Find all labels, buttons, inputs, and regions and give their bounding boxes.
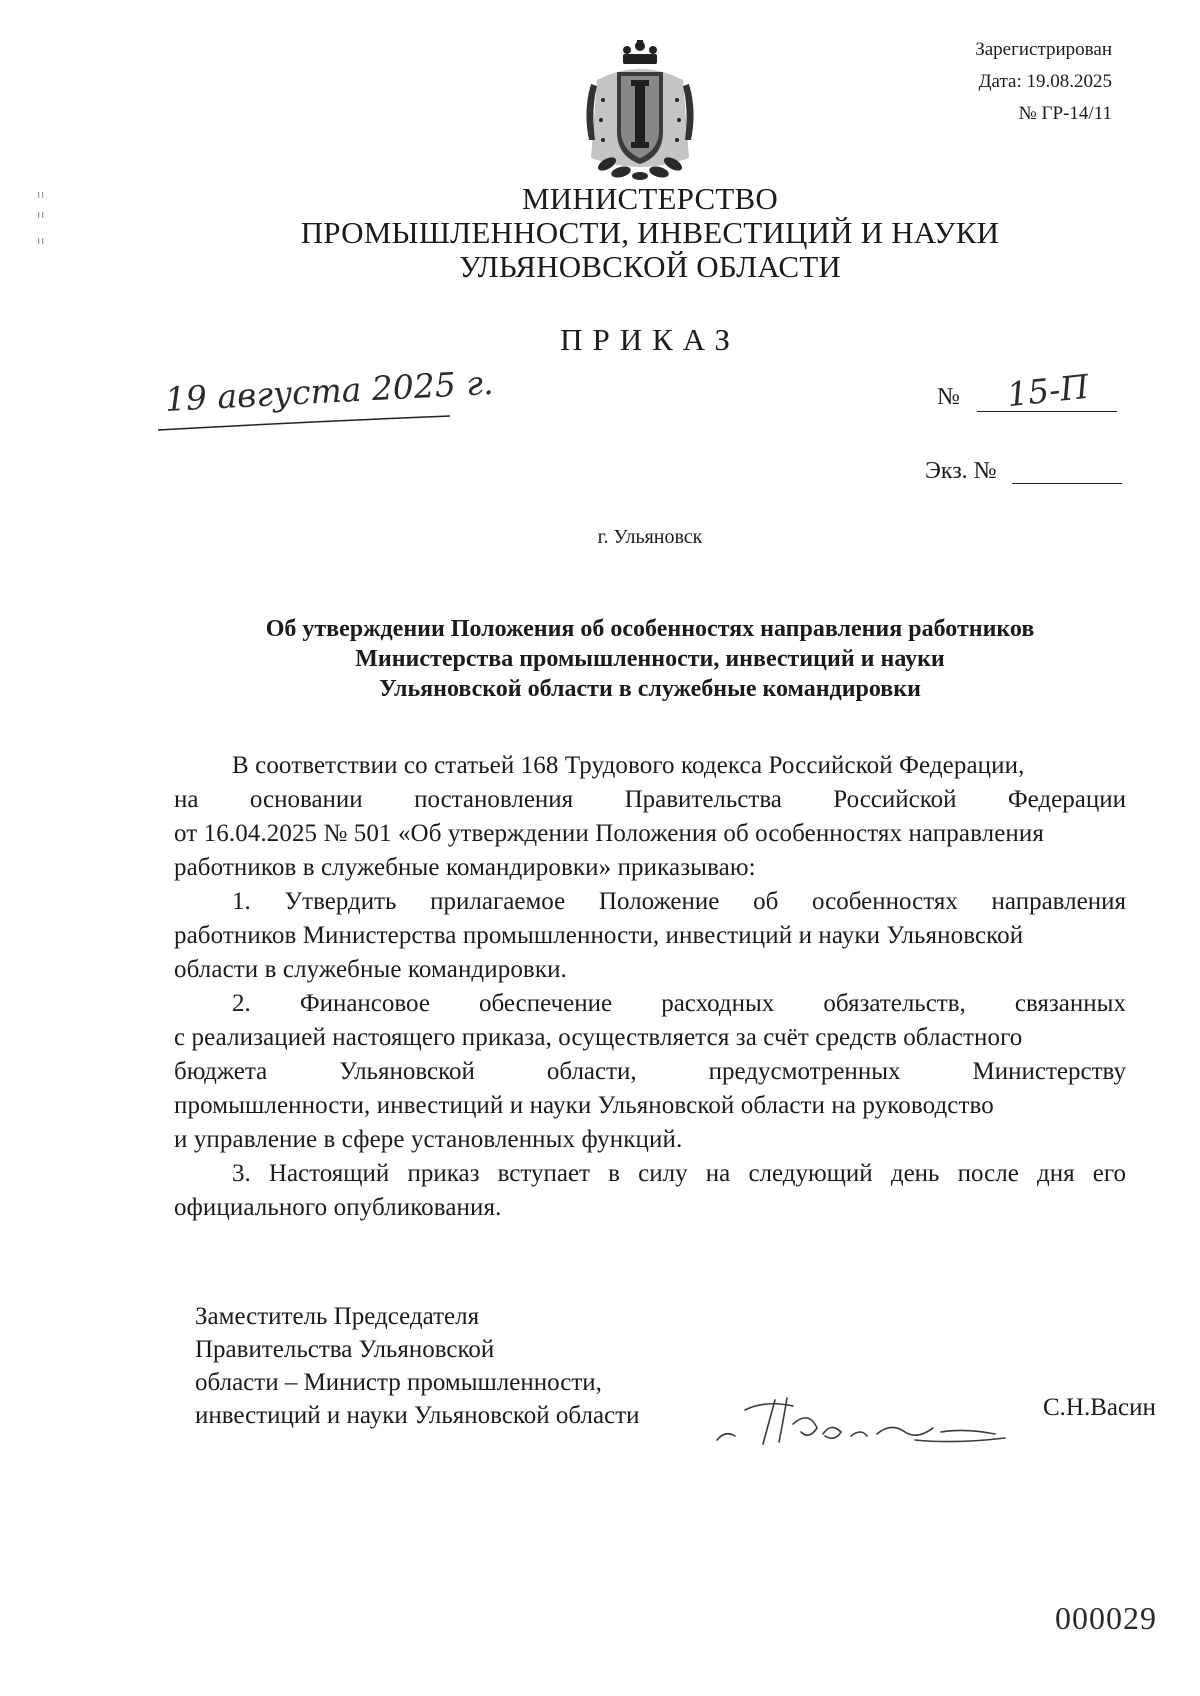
registration-number: № ГР-14/11 — [1018, 103, 1112, 124]
signer-name: С.Н.Васин — [1043, 1394, 1156, 1421]
paragraph-3-line-2: с реализацией настоящего приказа, осуществляется за счёт средств областного — [174, 1024, 1023, 1051]
word: бюджета — [174, 1058, 268, 1085]
word: Утвердить — [284, 888, 397, 915]
signer-position-line-4: инвестиций и науки Ульяновской области — [195, 1402, 640, 1429]
paragraph-2-line-2: работников Министерства промышленности, инвестиций и науки Ульяновской — [174, 922, 1024, 949]
word: Российской — [833, 786, 957, 813]
handwritten-signature — [705, 1370, 1025, 1460]
word: его — [1092, 1160, 1126, 1187]
paragraph-4-line-1 — [232, 1160, 1126, 1188]
word: Настоящий — [268, 1160, 390, 1187]
handwritten-date-text: 19 августа 2025 г. — [163, 362, 495, 419]
city: г. Ульяновск — [597, 526, 703, 548]
document-serial-number: 000029 — [1055, 1600, 1157, 1636]
word: день — [890, 1160, 940, 1187]
handwritten-date — [150, 362, 510, 448]
word: после — [957, 1160, 1019, 1187]
document-type: ПРИКАЗ — [560, 322, 740, 357]
order-number-label: № — [937, 384, 960, 410]
registration-status: Зарегистрирован — [975, 39, 1112, 60]
registration-date: Дата: 19.08.2025 — [978, 71, 1112, 92]
word: Положение — [598, 888, 720, 915]
word: Министерству — [972, 1058, 1126, 1085]
word: 1. — [232, 888, 251, 915]
word: следующий — [748, 1160, 873, 1187]
word: в — [608, 1160, 620, 1187]
ministry-line-1: МИНИСТЕРСТВО — [522, 181, 778, 216]
word: области, — [546, 1058, 637, 1085]
word: на — [705, 1160, 731, 1187]
order-title-line-3: Ульяновской области в служебные командировки — [379, 676, 921, 702]
ministry-line-3: УЛЬЯНОВСКОЙ ОБЛАСТИ — [459, 249, 841, 284]
word: направления — [991, 888, 1126, 915]
ulyanovsk-coat-of-arms-icon — [577, 40, 703, 182]
word: Федерации — [1007, 786, 1126, 813]
copy-number-label: Экз. № — [925, 458, 997, 484]
word: дня — [1036, 1160, 1075, 1187]
copy-number-underline — [1012, 483, 1122, 484]
signer-position-line-2: Правительства Ульяновской — [195, 1336, 495, 1363]
signer-position-line-3: области – Министр промышленности, — [195, 1369, 602, 1396]
word: расходных — [661, 990, 775, 1017]
paragraph-1-line-3: от 16.04.2025 № 501 «Об утверждении Положения об особенностях направления — [174, 820, 1044, 847]
paragraph-3-line-5: и управление в сфере установленных функций. — [174, 1126, 683, 1153]
word: связанных — [1014, 990, 1126, 1017]
order-number-field — [977, 366, 1117, 421]
word: приказ — [407, 1160, 480, 1187]
word: особенностях — [812, 888, 958, 915]
order-number-underline — [977, 411, 1117, 412]
word: силу — [638, 1160, 688, 1187]
order-title-line-1: Об утверждении Положения об особенностях направления работников — [265, 616, 1035, 642]
word: Правительства — [624, 786, 782, 813]
word: 2. — [232, 990, 251, 1017]
word: Финансовое — [299, 990, 430, 1017]
signer-position-line-1: Заместитель Председателя — [195, 1303, 480, 1330]
paragraph-4-line-2: официального опубликования. — [174, 1194, 502, 1221]
word: прилагаемое — [430, 888, 566, 915]
paragraph-2-line-3: области в служебные командировки. — [174, 956, 567, 983]
signer-position — [195, 1300, 640, 1432]
paragraph-1-line-2 — [174, 786, 1126, 814]
order-number-handwritten: 15-П — [1005, 366, 1091, 415]
paragraph-1-line-4: работников в служебные командировки» приказываю: — [174, 854, 756, 881]
word: обеспечение — [479, 990, 613, 1017]
word: обязательств, — [823, 990, 966, 1017]
paragraph-1-line-1: В соответствии со статьей 168 Трудового кодекса Российской Федерации, — [232, 752, 1025, 779]
date-underline — [150, 378, 510, 448]
word: Ульяновской — [339, 1058, 475, 1085]
paragraph-3-line-3 — [174, 1058, 1126, 1086]
registration-stamp — [975, 34, 1112, 130]
paragraph-2-line-1 — [232, 888, 1126, 916]
order-title-line-2: Министерства промышленности, инвестиций и науки — [355, 646, 945, 672]
word: предусмотренных — [708, 1058, 901, 1085]
scan-artifact — [36, 190, 50, 270]
paragraph-3-line-1 — [232, 990, 1126, 1018]
ministry-line-2: ПРОМЫШЛЕННОСТИ, ИНВЕСТИЦИЙ И НАУКИ — [300, 215, 1000, 250]
word: об — [753, 888, 779, 915]
paragraph-3-line-4: промышленности, инвестиций и науки Ульяновской области на руководство — [174, 1092, 994, 1119]
word: вступает — [497, 1160, 590, 1187]
word: 3. — [232, 1160, 251, 1187]
word: основании — [249, 786, 363, 813]
word: на — [174, 786, 199, 813]
word: постановления — [414, 786, 574, 813]
